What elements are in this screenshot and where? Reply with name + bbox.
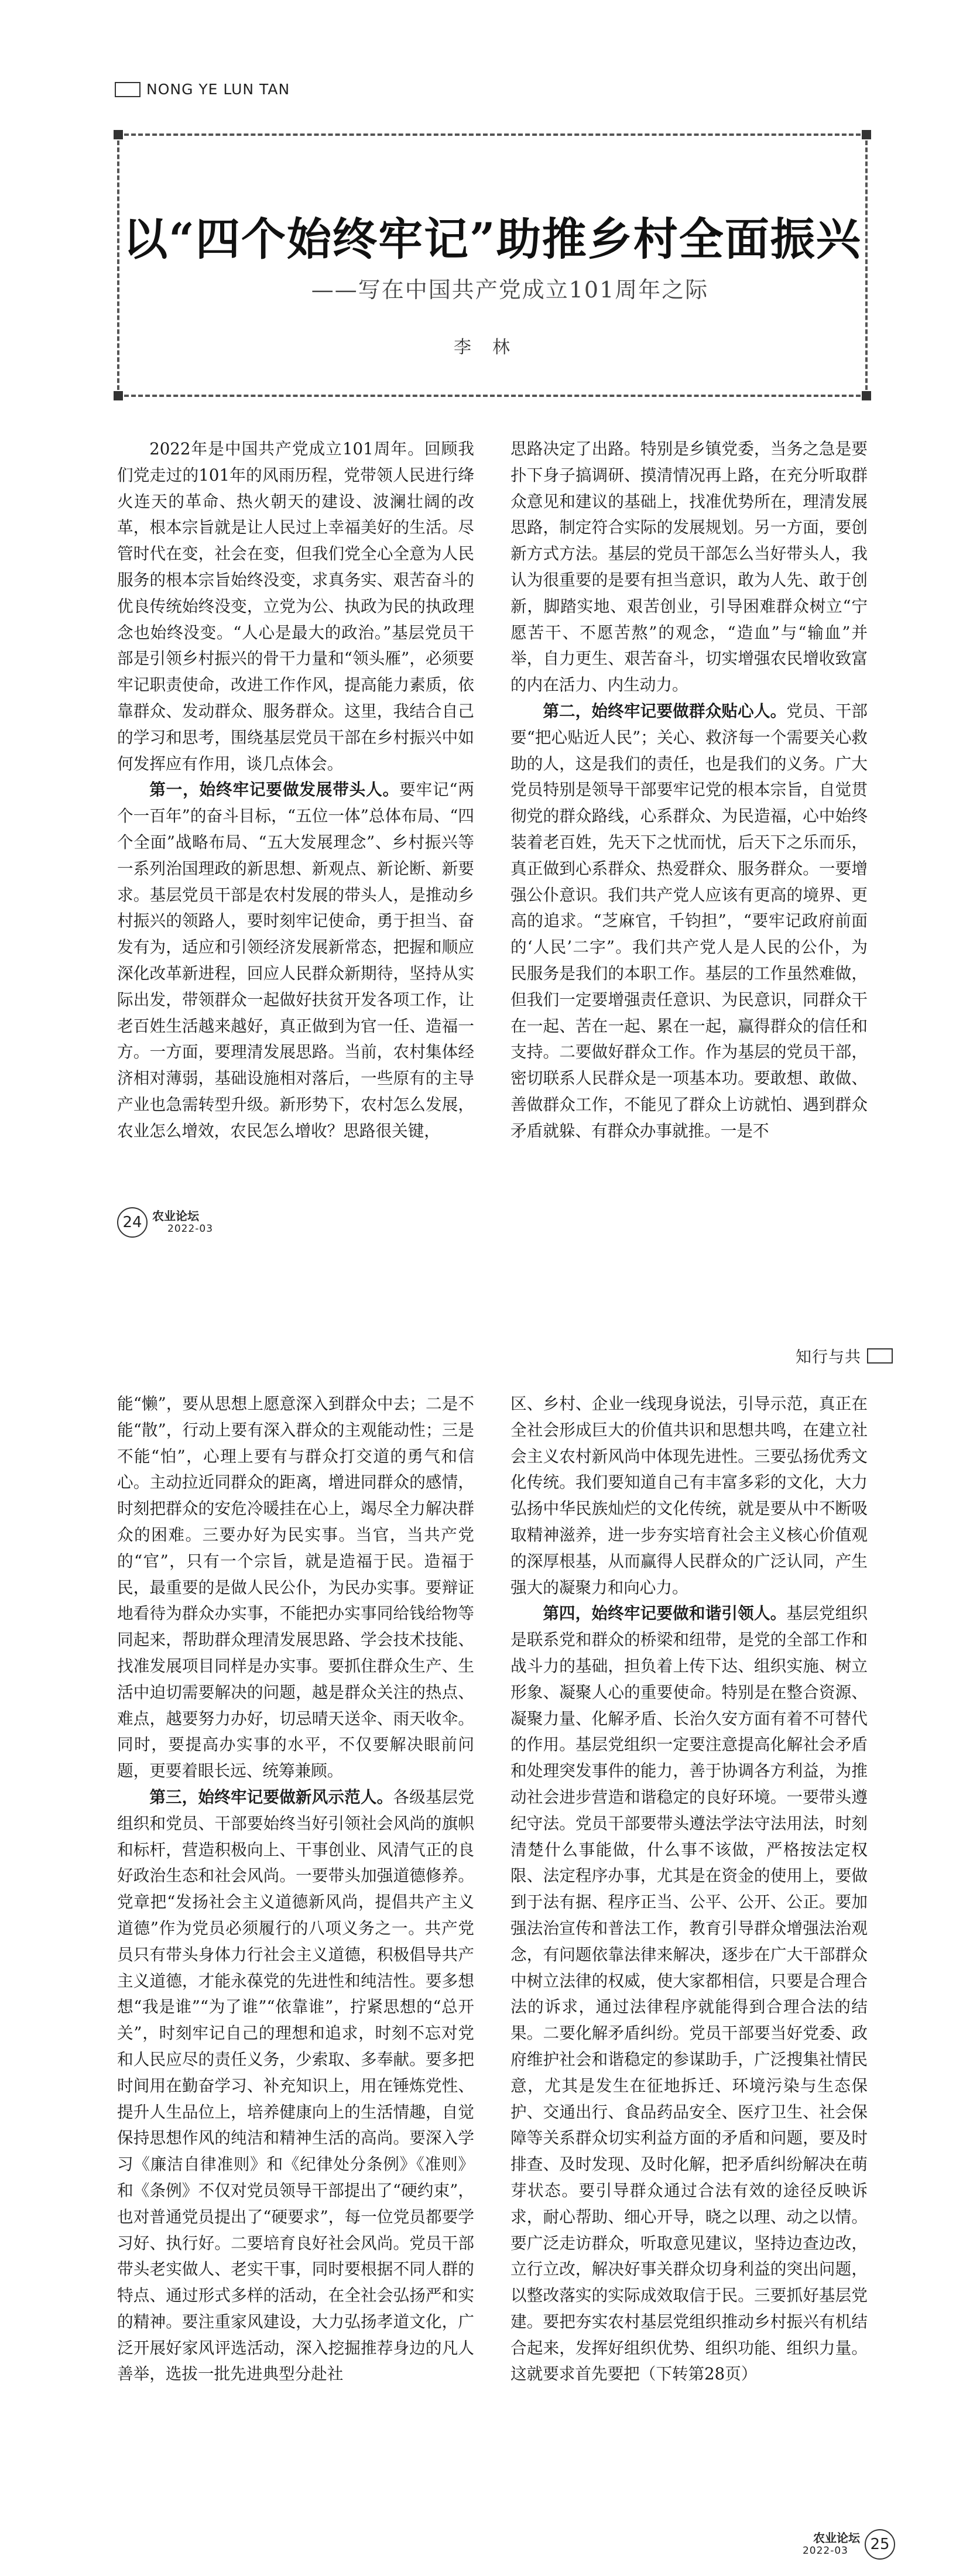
section-heading: 第三，始终牢记要做新风示范人。 [149, 1787, 393, 1807]
header-box-ornament [115, 82, 141, 97]
article-subtitle: ——写在中国共产党成立101周年之际 [311, 277, 709, 303]
body-paragraph-continued: 能“懒”，要从思想上愿意深入到群众中去；二是不能“散”，行动上要有深入群众的主观能动性；三是不能“怕”，心理上要有与群众打交道的勇气和信心。主动拉近同群众的距离，增进同群众的感情，时刻把群众的安危冷暖挂在心上，竭尽全力解决群众的困难。三要办好为民实事。当官，当共产党的“官”，只有一个宗旨，就是造福于民。造福于民，最重要的是做人民公仆，为民办实事。要辩证地看待为群众办实事，不能把办实事同给钱给物等同起来，帮助群众理清发展思路、学会技术技能、找准发展项目同样是办实事。要抓住群众生产、生活中迫切需要解决的问题，越是群众关注的热点、难点，越要努力办好，切忌晴天送伞、雨天收伞。同时，要提高办实事的水平，不仅要解决眼前问题，更要着眼长远、统筹兼顾。 [117, 1394, 474, 1781]
section-text: 基层党组织是联系党和群众的桥梁和纽带，是党的全部工作和战斗力的基础，担负着上传下达、组织实施、树立形象、凝聚人心的重要使命。特别是在整合资源、凝聚力量、化解矛盾、长治久安方面有着不可替代的作用。基层党组织一定要注意提高化解社会矛盾和处理突发事件的能力，善于协调各方利益，为推动社会进步营造和谐稳定的良好环境。一要带头遵纪守法。党员干部要带头遵法学法守法用法，时刻清楚什么事能做，什么事不该做，严格按法定权限、法定程序办事，尤其是在资金的使用上，要做到于法有据、程序正当、公平、公开、公正。要加强法治宣传和普法工作，教育引导群众增强法治观念，有问题依靠法律来解决，逐步在广大干部群众中树立法律的权威，使大家都相信，只要是合理合法的诉求，通过法律程序就能得到合理合法的结果。二要化解矛盾纠纷。党员干部要当好党委、政府维护社会和谐稳定的参谋助手，广泛搜集社情民意，尤其是发生在征地拆迁、环境污染与生态保护、交通出行、食品药品安全、医疗卫生、社会保障等关系群众切实利益方面的矛盾和问题，要及时排查、及时发现、及时化解，把矛盾纠纷解决在萌芽状态。要引导群众通过合法有效的途径反映诉求，耐心帮助、细心开导，晓之以理、动之以情。要广泛走访群众，听取意见建议，坚持边查边改，立行立改，解决好事关群众切身利益的突出问题，以整改落实的实际成效取信于民。三要抓好基层党建。要把夯实农村基层党组织推动乡村振兴有机结合起来，发挥好组织优势、组织功能、组织力量。这就要求首先要把（下转第28页） [510, 1604, 868, 2384]
footer-magazine: 农业论坛 [152, 1209, 199, 1223]
footer-issue: 2022-03 [802, 2545, 848, 2557]
body-paragraph-continued: 思路决定了出路。特别是乡镇党委，当务之急是要扑下身子搞调研、摸清情况再上路，在充分听取群众意见和建议的基础上，找准优势所在，理清发展思路，制定符合实际的发展规划。另一方面，要创新方式方法。基层的党员干部怎么当好带头人，我认为很重要的是要有担当意识，敢为人先、敢于创新，脚踏实地、艰苦创业，引导困难群众树立“宁愿苦干、不愿苦熬”的观念，“造血”与“输血”并举，自力更生、艰苦奋斗，切实增强农民增收致富的内在活力、内生动力。 [510, 439, 868, 695]
section-heading: 第四，始终牢记要做和谐引领人。 [543, 1604, 787, 1623]
section-text: 要牢记“两个一百年”的奋斗目标，“五位一体”总体布局、“四个全面”战略布局、“五大发展理念”、乡村振兴等一系列治国理政的新思想、新观点、新论断、新要求。基层党员干部是农村发展的带头人，是推动乡村振兴的领路人，要时刻牢记使命，勇于担当、奋发有为，适应和引领经济发展新常态，把握和顺应深化改革新进程，回应人民群众新期待，坚持从实际出发，带领群众一起做好扶贫开发各项工作，让老百姓生活越来越好，真正做到为官一任、造福一方。一方面，要理清发展思路。当前，农村集体经济相对薄弱，基础设施相对落后，一些原有的主导产业也急需转型升级。新形势下，农村怎么发展，农业怎么增效，农民怎么增收？思路很关键， [117, 780, 474, 1140]
page-number: 24 [117, 1207, 148, 1238]
footer-magazine: 农业论坛 [813, 2531, 860, 2545]
article-author: 李林 [454, 337, 531, 358]
column-right [510, 1391, 868, 2500]
running-header [796, 1344, 893, 1367]
footer-issue: 2022-03 [167, 1223, 214, 1235]
body-paragraph-continued: 区、乡村、企业一线现身说法，引导示范，真正在全社会形成巨大的价值共识和思想共鸣，在建立社会主义农村新风尚中体现先进性。三要弘扬优秀文化传统。我们要知道自己有丰富多彩的文化，大力弘扬中华民族灿烂的文化传统，就是要从中不断吸取精神滋养，进一步夯实培育社会主义核心价值观的深厚根基，从而赢得人民群众的广泛认同，产生强大的凝聚力和向心力。 [510, 1394, 868, 1597]
body-columns [117, 436, 868, 1191]
section-paragraph [117, 777, 474, 1144]
header-box-ornament [867, 1348, 893, 1364]
section-paragraph [510, 1601, 868, 2387]
column-left [117, 1391, 474, 2500]
section-text: 党员、干部要“把心贴近人民”；关心、救济每一个需要关心救助的人，这是我们的责任，也是我们的义务。广大党员特别是领导干部要牢记党的根本宗旨，自觉贯彻党的群众路线，心系群众、为民造福，心中始终装着老百姓，先天下之忧而忧，后天下之乐而乐，真正做到心系群众、热爱群众、服务群众。一要增强公仆意识。我们共产党人应该有更高的境界、更高的追求。“芝麻官，千钧担”，“要牢记政府前面的‘人民’二字”。我们共产党人是人民的公仆，为民服务是我们的本职工作。基层的工作虽然难做，但我们一定要增强责任意识、为民意识，同群众干在一起、苦在一起、累在一起，赢得群众的信任和支持。二要做好群众工作。作为基层的党员干部，密切联系人民群众是一项基本功。要敢想、敢做、善做群众工作，不能见了群众上访就怕、遇到群众矛盾就躲、有群众办事就推。一是不 [510, 701, 868, 1140]
column-right [510, 436, 868, 1191]
title-frame [117, 133, 868, 397]
page-footer [117, 1207, 213, 1238]
section-paragraph [510, 698, 868, 1145]
frame-corner-ornament [862, 391, 871, 400]
page-number: 25 [865, 2529, 895, 2560]
section-paragraph [117, 1784, 474, 2387]
running-header-text: NONG YE LUN TAN [146, 81, 290, 98]
body-columns [117, 1391, 868, 2500]
frame-corner-ornament [114, 391, 123, 400]
section-text: 各级基层党组织和党员、干部要始终当好引领社会风尚的旗帜和标杆，营造积极向上、干事创业、风清气正的良好政治生态和社会风尚。一要带头加强道德修养。党章把“发扬社会主义道德新风尚，提倡共产主义道德”作为党员必须履行的八项义务之一。共产党员只有带头身体力行社会主义道德，积极倡导共产主义道德，才能永葆党的先进性和纯洁性。要多想想“我是谁”“为了谁”“依靠谁”，拧紧思想的“总开关”，时刻牢记自己的理想和追求，时刻不忘对党和人民应尽的责任义务，少索取、多奉献。要多把时间用在勤奋学习、补充知识上，用在锤炼党性、提升人生品位上，培养健康向上的生活情趣，自觉保持思想作风的纯洁和精神生活的高尚。要深入学习《廉洁自律准则》和《纪律处分条例》《准则》和《条例》不仅对党员领导干部提出了“硬约束”，也对普通党员提出了“硬要求”，每一位党员都要学习好、执行好。二要培育良好社会风尚。党员干部带头老实做人、老实干事，同时要根据不同人群的特点、通过形式多样的活动，在全社会弘扬严和实的精神。要注重家风建设，大力弘扬孝道文化，广泛开展好家风评选活动，深入挖掘推荐身边的凡人善举，选拔一批先进典型分赴社 [117, 1787, 474, 2384]
page-25 [0, 1288, 956, 2576]
article-title: 以“四个始终牢记”助推乡村全面振兴 [123, 213, 862, 265]
frame-corner-ornament [862, 130, 871, 139]
section-heading: 第二，始终牢记要做群众贴心人。 [543, 701, 787, 721]
running-header-text: 知行与共 [796, 1348, 861, 1366]
section-heading: 第一，始终牢记要做发展带头人。 [149, 780, 400, 800]
body-paragraph: 2022年是中国共产党成立101周年。回顾我们党走过的101年的风雨历程，党带领人民进行绛火连天的革命、热火朝天的建设、波澜壮阔的改革，根本宗旨就是让人民过上幸福美好的生活。尽管时代在变，社会在变，但我们党全心全意为人民服务的根本宗旨始终没变，求真务实、艰苦奋斗的优良传统始终没变，立党为公、执政为民的执政理念也始终没变。“人心是最大的政治。”基层党员干部是引领乡村振兴的骨干力量和“领头雁”，必须要牢记职责使命，改进工作作风，提高能力素质，依靠群众、发动群众、服务群众。这里，我结合自己的学习和思考，围绕基层党员干部在乡村振兴中如何发挥应有作用，谈几点体会。 [117, 439, 474, 773]
running-header [115, 81, 290, 98]
frame-corner-ornament [114, 130, 123, 139]
page-footer [803, 2529, 895, 2560]
column-left [117, 436, 474, 1191]
